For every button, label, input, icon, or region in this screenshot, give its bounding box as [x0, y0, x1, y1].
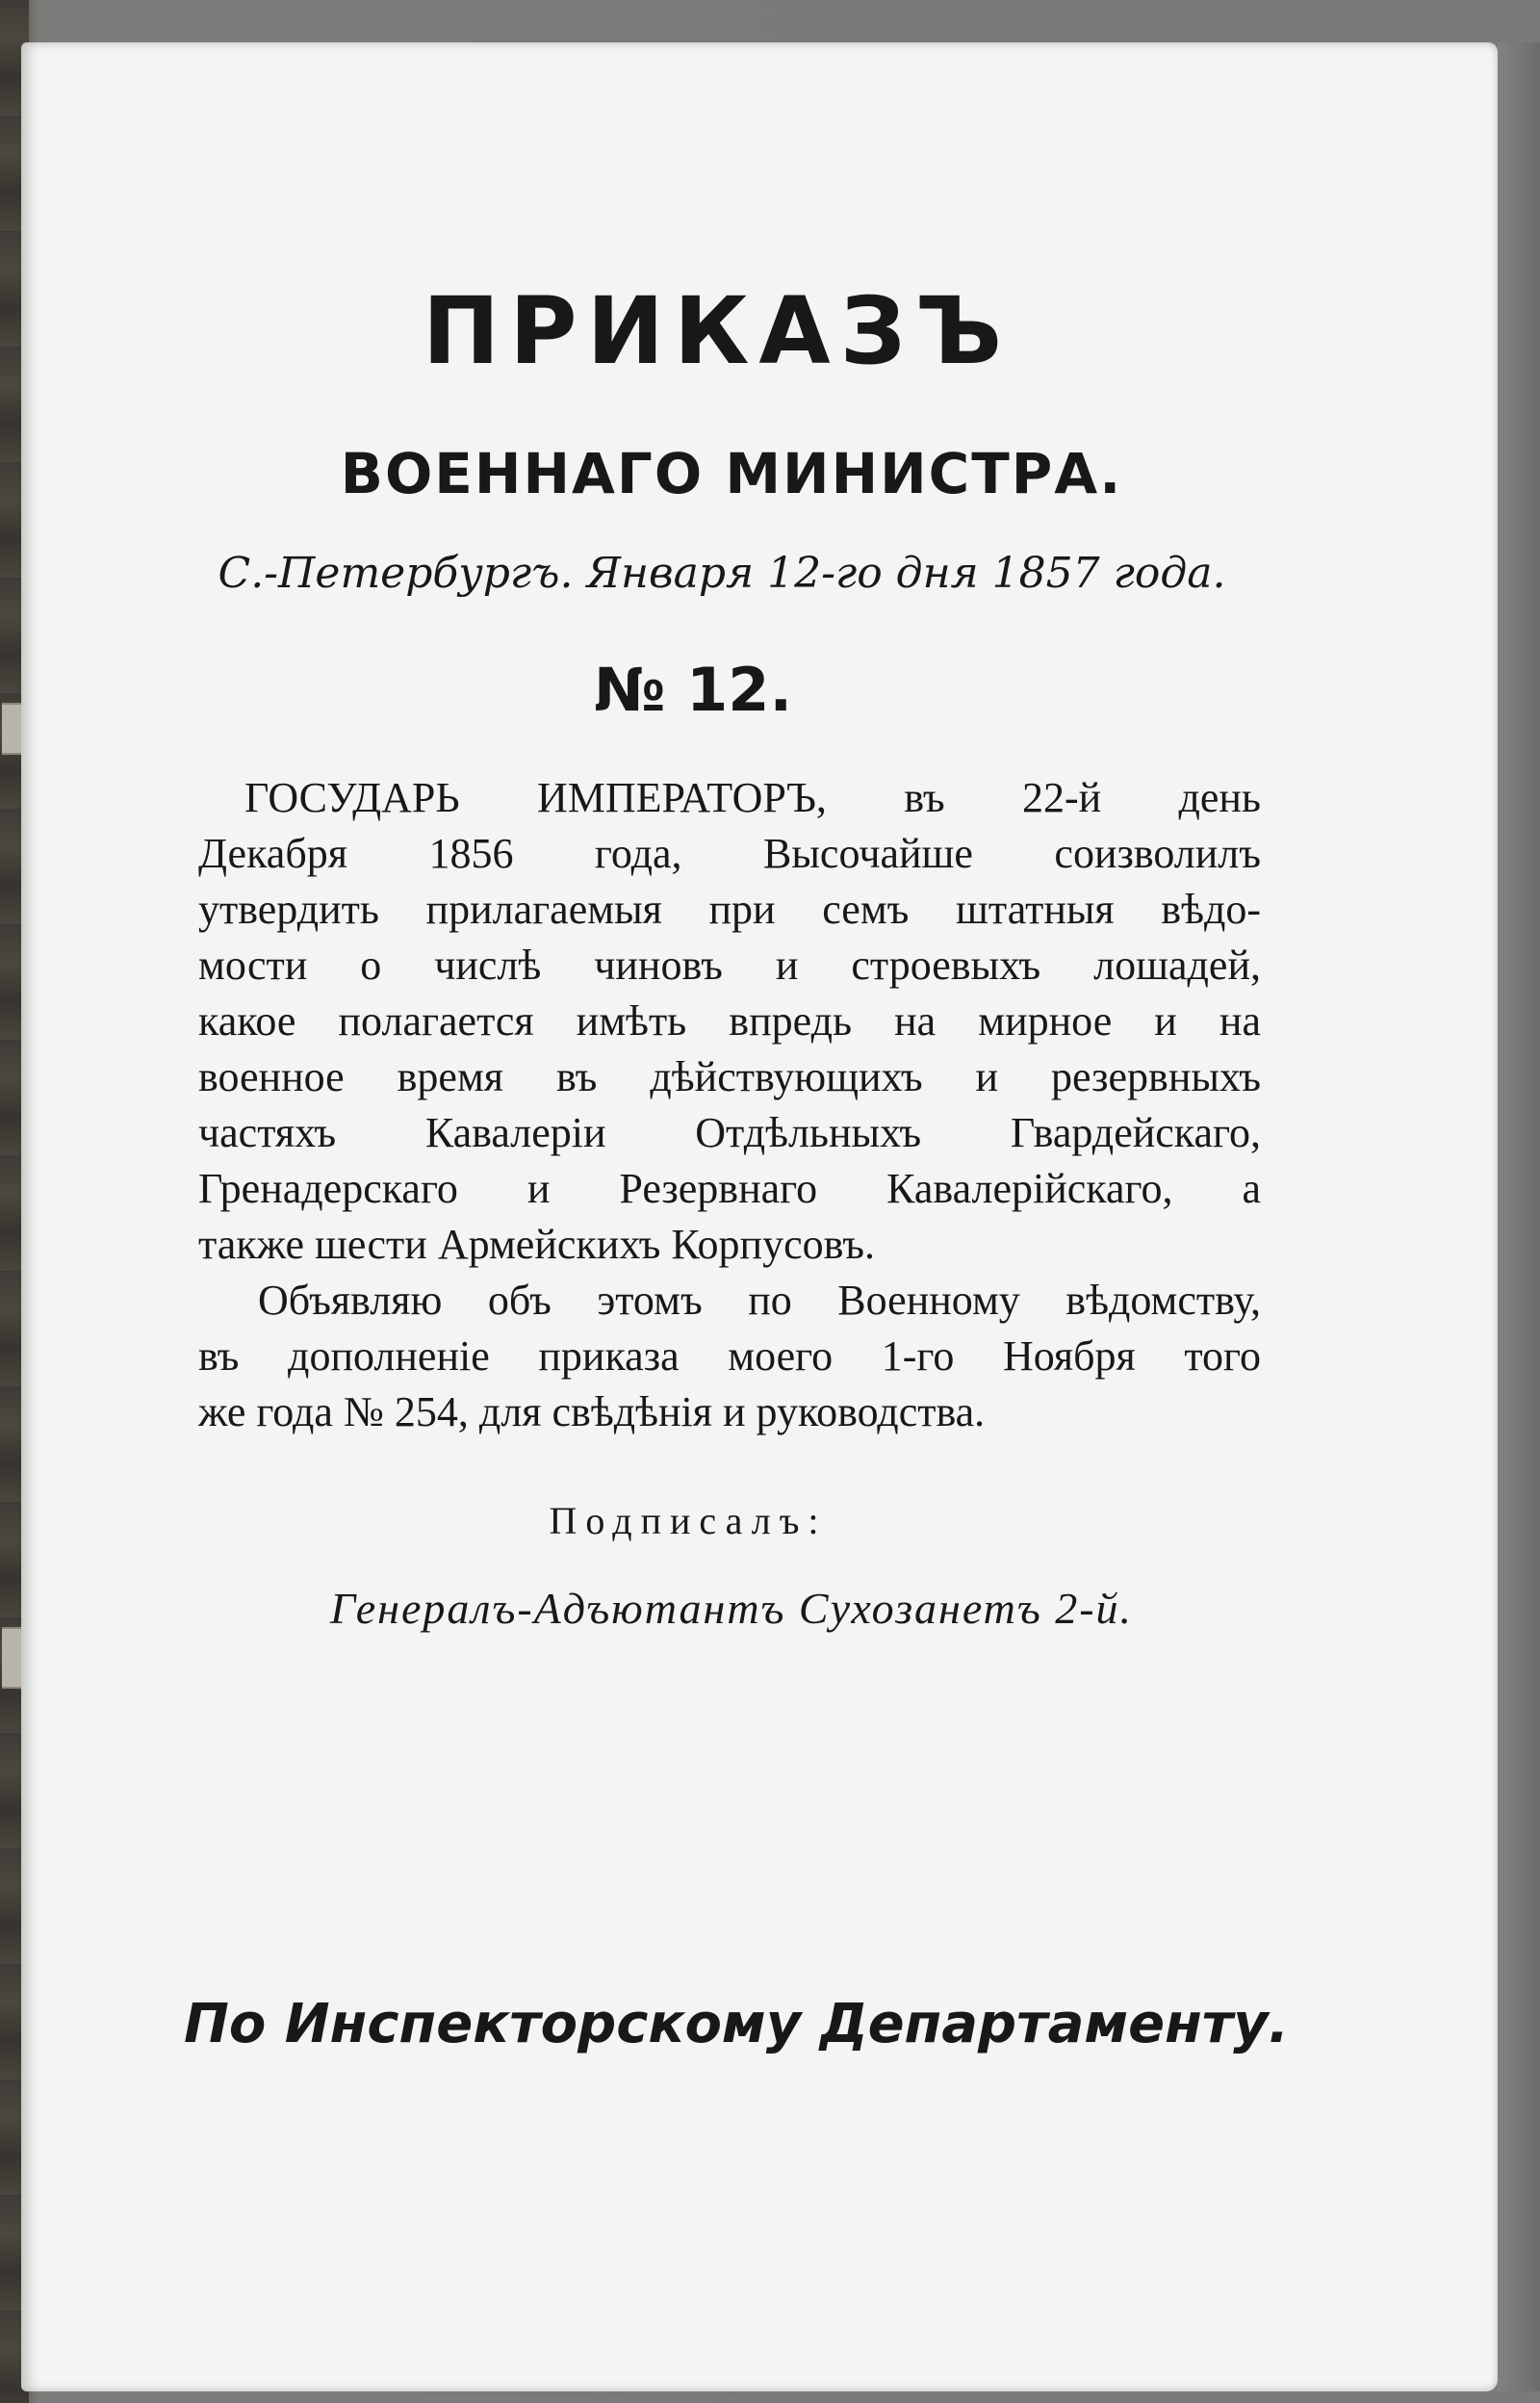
document-title: ПРИКАЗЪ	[422, 277, 1013, 385]
dateline: С.-Петербургъ. Января 12-го дня 1857 года.	[218, 549, 1226, 598]
body-line: частяхъ Кавалеріи Отдѣльныхъ Гвардейскаго,	[198, 1109, 1261, 1156]
document-subtitle: ВОЕННАГО МИНИСТРА.	[340, 441, 1123, 506]
body-line: Гренадерскаго и Резервнаго Кавалерійскаго, а	[198, 1165, 1261, 1212]
body-line: Объявляю объ этомъ по Военному вѣдомству,	[258, 1277, 1261, 1324]
order-number: № 12.	[593, 655, 792, 725]
body-line: военное время въ дѣйствующихъ и резервныхъ	[198, 1053, 1261, 1100]
body-line: въ дополненіе приказа моего 1-го Ноября того	[198, 1332, 1261, 1380]
body-line: Декабря 1856 года, Высочайше соизволилъ	[198, 830, 1261, 877]
signature: Генералъ-Адъютантъ Сухозанетъ 2-й.	[329, 1584, 1134, 1633]
body-line: же года № 254, для свѣдѣнія и руководства.	[198, 1388, 986, 1435]
order-body	[198, 770, 1261, 1440]
department-heading: По Инспекторскому Департаменту.	[183, 1993, 1290, 2055]
page-edge	[1498, 42, 1540, 2391]
body-line: утвердить прилагаемыя при семъ штатныя вѣдо-	[198, 886, 1261, 933]
paragraph-2	[198, 1273, 1261, 1440]
body-line: какое полагается имѣть впредь на мирное и на	[198, 997, 1261, 1045]
body-line: мости о числѣ чиновъ и строевыхъ лошадей,	[198, 942, 1261, 989]
body-line: также шести Армейскихъ Корпусовъ.	[198, 1221, 876, 1268]
body-line: ГОСУДАРЬ ИМПЕРАТОРЪ, въ 22-й день	[244, 774, 1261, 821]
signed-label: Подписалъ:	[549, 1499, 828, 1542]
paragraph-1	[198, 770, 1261, 1273]
